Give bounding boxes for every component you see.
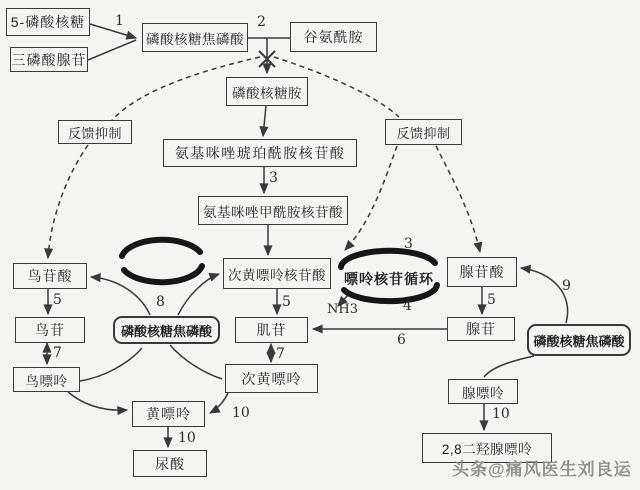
step-1: 1 [115,13,124,29]
node-prpp-top: 磷酸核糖焦磷酸 [142,23,248,52]
node-atp: 三磷酸腺苷 [10,47,88,72]
node-imp: 次黄嘌呤核苷酸 [223,258,331,289]
label-feedback-inhibition-right: 反馈抑制 [385,119,462,145]
node-ribose-5-phosphate: 5-磷酸核糖 [6,8,90,36]
node-prpp-right: 磷酸核糖焦磷酸 [527,324,631,356]
watermark-toutiao: 头条@痛风医生刘良运 [452,460,632,479]
step-5-gmp: 5 [53,292,62,308]
label-nh3: NH3 [327,302,358,317]
step-2: 2 [257,14,266,30]
node-guanosine: 鸟苷 [15,317,85,343]
step-5-imp: 5 [282,294,291,310]
node-inosine: 肌苷 [235,317,308,343]
step-10-xanthine: 10 [178,430,196,446]
label-feedback-inhibition-left: 反馈抑制 [58,120,132,144]
node-aicar: 氨基咪唑甲酰胺核苷酸 [198,196,348,225]
step-7-inosine: 7 [276,346,285,362]
step-5-amp: 5 [487,292,496,308]
step-6: 6 [397,332,406,348]
step-10-hypoxanthine: 10 [232,405,250,421]
node-saicar: 氨基咪唑琥珀酰胺核苷酸 [163,139,357,167]
node-dihydroxyadenine: 2,8二羟腺嘌呤 [422,433,552,463]
node-glutamine: 谷氨酰胺 [290,22,377,52]
node-adenosine: 腺苷 [447,317,515,341]
step-3-cycle: 3 [404,236,413,252]
node-guanine: 鸟嘌呤 [13,367,80,392]
node-uric-acid: 尿酸 [133,450,207,477]
label-purine-nucleotide-cycle: 嘌呤核苷循环 [344,271,434,287]
node-xanthine: 黄嘌呤 [132,401,205,427]
step-3: 3 [269,170,278,186]
node-adenine: 腺嘌呤 [448,379,518,404]
node-hypoxanthine: 次黄嘌呤 [225,364,318,393]
node-prpp-left: 磷酸核糖焦磷酸 [113,316,220,344]
node-gmp: 鸟苷酸 [13,263,87,289]
step-10-adenine: 10 [492,406,510,422]
node-amp: 腺苷酸 [447,257,517,287]
step-4: 4 [403,298,412,314]
step-7-guanosine: 7 [53,345,62,361]
step-8: 8 [156,294,165,310]
step-9: 9 [562,278,571,294]
node-phosphoribosylamine: 磷酸核糖胺 [226,77,308,106]
